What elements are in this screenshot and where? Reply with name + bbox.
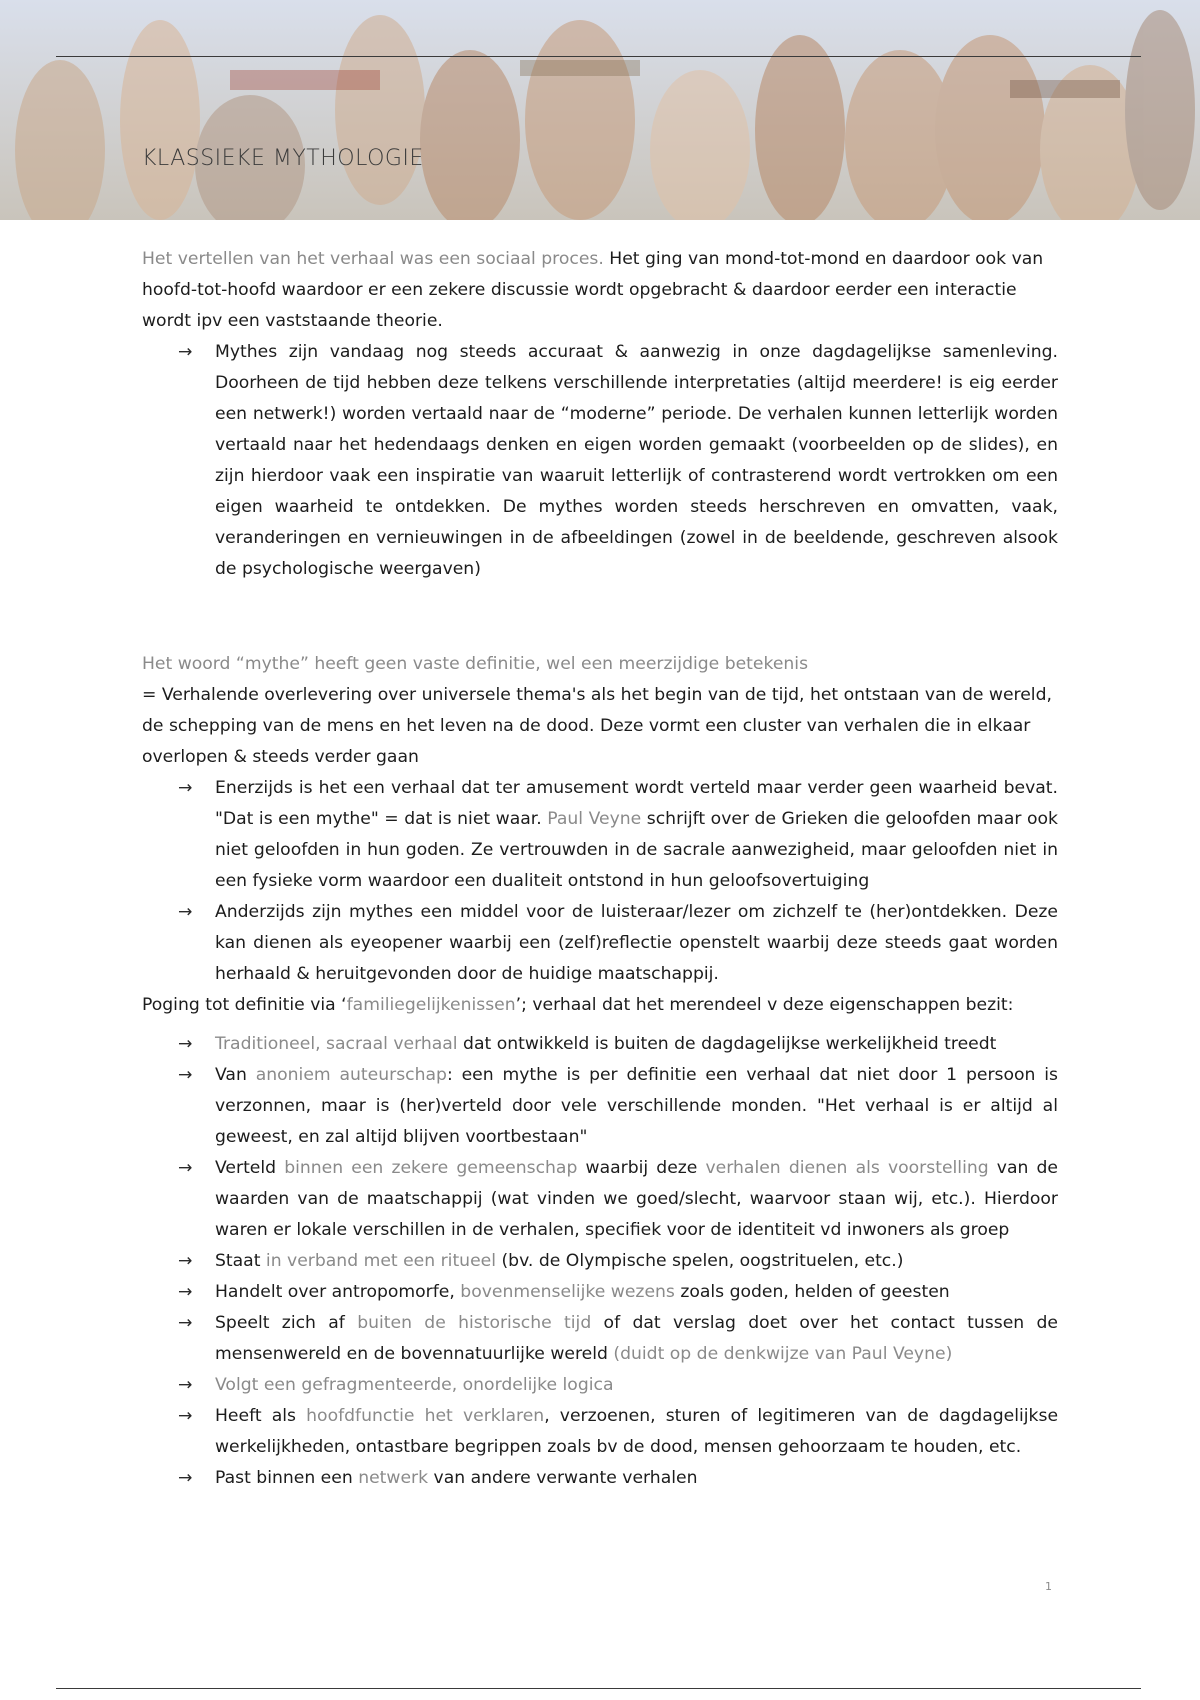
header-title: KLASSIEKE MYTHOLOGIE xyxy=(142,146,424,171)
arrow-icon: → xyxy=(178,1251,193,1271)
p3-b: waarbij deze xyxy=(577,1158,706,1178)
b1-author: Paul Veyne xyxy=(547,809,642,829)
p2-muted: anoniem auteurschap xyxy=(255,1065,447,1085)
intro-muted: Het vertellen van het verhaal was een sociaal proces. xyxy=(142,249,604,269)
page-number: 1 xyxy=(1045,1580,1052,1593)
p4-muted: in verband met een ritueel xyxy=(265,1251,496,1271)
p3-rest: van de waarden van de maatschappij (wat vinden we goed/slecht, waarvoor staan wij, etc.). Hierdoor waren er lokale verschillen in de verhalen, specifiek voor de identiteit vd inwoners als groep xyxy=(215,1158,1059,1240)
list-item xyxy=(142,773,1058,897)
p5-muted: bovenmenselijke wezens xyxy=(460,1282,675,1302)
list-item xyxy=(142,1060,1058,1153)
list-item xyxy=(142,1401,1058,1463)
arrow-icon: → xyxy=(178,1468,193,1488)
attempt-muted: familiegelijkenissen xyxy=(346,995,516,1015)
p5-rest: zoals goden, helden of geesten xyxy=(674,1282,950,1302)
definition-heading: Het woord “mythe” heeft geen vaste definitie, wel een meerzijdige betekenis xyxy=(142,654,809,674)
definition-list xyxy=(142,773,1058,990)
list-item xyxy=(142,337,1058,585)
p6-b: of dat verslag doet over het contact tussen de mensenwereld en de bovennatuurlijke wereld xyxy=(215,1313,1058,1364)
list-item xyxy=(142,1246,1058,1277)
p7-muted: Volgt een gefragmenteerde, onordelijke logica xyxy=(215,1375,614,1395)
b1-text: Enerzijds is het een verhaal dat ter amusement wordt verteld maar verder geen waarheid bevat. "Dat is een mythe" = dat is niet waar. xyxy=(215,778,1058,829)
p1-muted: Traditioneel, sacraal verhaal xyxy=(215,1034,458,1054)
list-item xyxy=(142,1370,1058,1401)
p5-a: Handelt over antropomorfe, xyxy=(215,1282,461,1302)
arrow-icon: → xyxy=(178,778,193,798)
p3-muted2: verhalen dienen als voorstelling xyxy=(705,1158,989,1178)
arrow-icon: → xyxy=(178,1065,193,1085)
p9-a: Past binnen een xyxy=(215,1468,359,1488)
list-item xyxy=(142,1029,1058,1060)
p8-rest: , verzoenen, sturen of legitimeren van de dagdagelijkse werkelijkheden, ontastbare begrippen zoals bv de dood, mensen gehoorzaam te houden, etc. xyxy=(215,1406,1059,1457)
p6-muted: buiten de historische tijd xyxy=(357,1313,592,1333)
intro-rest: Het ging van mond-tot-mond en daardoor ook van hoofd-tot-hoofd waardoor er een zekere discussie wordt opgebracht & daardoor eerder een interactie wordt ipv een vaststaande theorie. xyxy=(142,249,1044,331)
properties-list xyxy=(142,1029,1058,1494)
p2-rest: : een mythe is per definitie een verhaal dat niet door 1 persoon is verzonnen, maar is (her)verteld door vele verschillende monden. "Het verhaal is er altijd al geweest, en zal altijd blijven voortbestaan" xyxy=(215,1065,1058,1147)
bullet-modern-text: Mythes zijn vandaag nog steeds accuraat & aanwezig in onze dagdagelijkse samenleving. Doorheen de tijd hebben deze telkens verschillende interpretaties (altijd meerdere! is eig eerder een netwerk!) worden vertaald naar de “moderne” periode. De verhalen kunnen letterlijk worden vertaald naar het hedendaags denken en eigen worden gemaakt (voorbeelden op de slides), en zijn hierdoor vaak een inspiratie van waaruit letterlijk of contrasterend wordt vertrokken om een eigen waarheid te ontdekken. De mythes worden steeds herschreven en omvatten, vaak, veranderingen en vernieuwingen in de afbeeldingen (zowel in de beeldende, geschreven alsook de psychologische weergaven) xyxy=(215,342,1058,579)
document-body xyxy=(142,244,1058,1494)
arrow-icon: → xyxy=(178,902,193,922)
arrow-icon: → xyxy=(178,342,193,362)
p8-a: Heeft als xyxy=(215,1406,307,1426)
arrow-icon: → xyxy=(178,1313,193,1333)
header-banner xyxy=(0,0,1200,220)
list-item xyxy=(142,1463,1058,1494)
list-item xyxy=(142,1153,1058,1246)
fresco-illustration xyxy=(0,0,1200,220)
p6-a: Speelt zich af xyxy=(215,1313,358,1333)
p4-a: Staat xyxy=(215,1251,266,1271)
footer-rule xyxy=(56,1688,1141,1689)
p3-muted1: binnen een zekere gemeenschap xyxy=(284,1158,578,1178)
p8-muted: hoofdfunctie het verklaren xyxy=(306,1406,545,1426)
p2-a: Van xyxy=(215,1065,256,1085)
p9-muted: netwerk xyxy=(358,1468,429,1488)
header-rule xyxy=(56,56,1141,57)
modern-list xyxy=(142,337,1058,585)
list-item xyxy=(142,1277,1058,1308)
arrow-icon: → xyxy=(178,1158,193,1178)
definition-text: = Verhalende overlevering over universele thema's als het begin van de tijd, het ontstaan van de wereld, de schepping van de mens en het leven na de dood. Deze vormt een cluster van verhalen die in elkaar overlopen & steeds verder gaan xyxy=(142,685,1052,767)
p9-rest: van andere verwante verhalen xyxy=(428,1468,698,1488)
p4-rest: (bv. de Olympische spelen, oogstrituelen, etc.) xyxy=(496,1251,904,1271)
attempt-b: ’; verhaal dat het merendeel v deze eigenschappen bezit: xyxy=(515,995,1014,1015)
intro-paragraph xyxy=(142,244,1058,337)
arrow-icon: → xyxy=(178,1375,193,1395)
list-item xyxy=(142,897,1058,990)
attempt-heading xyxy=(142,990,1058,1021)
b1-text-cont: schrijft over de Grieken die geloofden maar ook niet geloofden in hun goden. Ze vertrouwden in de sacrale aanwezigheid, maar geloofden niet in een fysieke vorm waardoor een dualiteit ontstond in hun geloofsovertuiging xyxy=(215,809,1058,891)
arrow-icon: → xyxy=(178,1406,193,1426)
b2-text: Anderzijds zijn mythes een middel voor de luisteraar/lezer om zichzelf te (her)ontdekken. Deze kan dienen als eyeopener waarbij een (zelf)reflectie openstelt waarbij deze steeds gaat worden herhaald & heruitgevonden door de huidige maatschappij. xyxy=(215,902,1058,984)
p3-a: Verteld xyxy=(215,1158,285,1178)
p1-rest: dat ontwikkeld is buiten de dagdagelijkse werkelijkheid treedt xyxy=(457,1034,997,1054)
attempt-a: Poging tot definitie via ‘ xyxy=(142,995,347,1015)
list-item xyxy=(142,1308,1058,1370)
arrow-icon: → xyxy=(178,1034,193,1054)
arrow-icon: → xyxy=(178,1282,193,1302)
p6-muted2: (duidt op de denkwijze van Paul Veyne) xyxy=(613,1344,953,1364)
